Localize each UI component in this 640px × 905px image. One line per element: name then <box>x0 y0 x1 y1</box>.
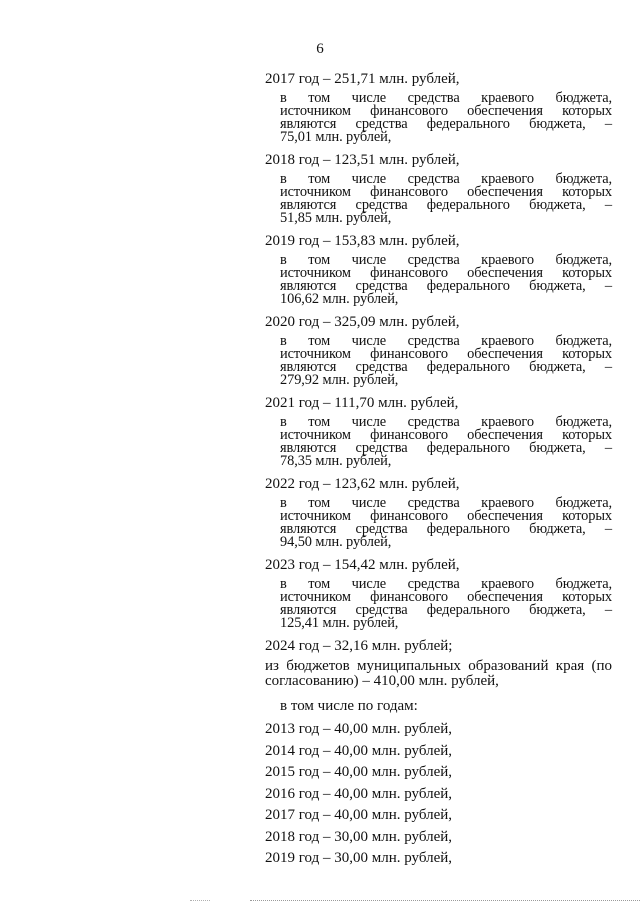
federal-note <box>280 497 612 549</box>
year-total-line: 2019 год – 153,83 млн. рублей, <box>265 233 460 249</box>
federal-note <box>280 335 612 387</box>
federal-amount: 279,92 млн. рублей, <box>280 372 399 388</box>
year-total-line-2024: 2024 год – 32,16 млн. рублей; <box>265 638 453 654</box>
year-block-2020 <box>265 313 612 387</box>
year-block-2023 <box>265 556 612 630</box>
federal-note <box>280 173 612 225</box>
federal-amount: 51,85 млн. рублей, <box>280 210 392 226</box>
municipal-year-line: 2018 год – 30,00 млн. рублей, <box>265 828 453 845</box>
municipal-budgets-paragraph <box>265 659 612 689</box>
note-line: источником финансового обеспечения которых <box>280 427 612 443</box>
note-line: источником финансового обеспечения которых <box>280 265 612 281</box>
note-line: в том числе средства краевого бюджета, <box>280 414 612 430</box>
federal-amount: 75,01 млн. рублей, <box>280 129 392 145</box>
municipal-year-line: 2016 год – 40,00 млн. рублей, <box>265 785 453 802</box>
note-line: источником финансового обеспечения которых <box>280 346 612 362</box>
note-line: являются средства федерального бюджета, – <box>280 278 612 294</box>
note-line: источником финансового обеспечения которых <box>280 184 612 200</box>
year-total-line: 2023 год – 154,42 млн. рублей, <box>265 557 460 573</box>
federal-note <box>280 578 612 630</box>
year-block-2019 <box>265 232 612 306</box>
federal-amount: 106,62 млн. рублей, <box>280 291 399 307</box>
document-body <box>265 70 612 871</box>
note-line: источником финансового обеспечения которых <box>280 508 612 524</box>
federal-note <box>280 92 612 144</box>
page-number: 6 <box>316 41 324 57</box>
note-line: в том числе средства краевого бюджета, <box>280 576 612 592</box>
year-total-line: 2017 год – 251,71 млн. рублей, <box>265 71 460 87</box>
note-line: в том числе средства краевого бюджета, <box>280 90 612 106</box>
federal-amount: 78,35 млн. рублей, <box>280 453 392 469</box>
scan-edge-line <box>250 900 640 901</box>
note-line: являются средства федерального бюджета, – <box>280 521 612 537</box>
municipal-year-line: 2015 год – 40,00 млн. рублей, <box>265 764 453 780</box>
note-line: источником финансового обеспечения которых <box>280 589 612 605</box>
year-total-line: 2018 год – 123,51 млн. рублей, <box>265 152 460 168</box>
year-total-line: 2021 год – 111,70 млн. рублей, <box>265 395 459 411</box>
municipal-year-list <box>265 720 612 867</box>
note-line: в том числе средства краевого бюджета, <box>280 252 612 268</box>
federal-amount: 94,50 млн. рублей, <box>280 534 392 550</box>
note-line: в том числе средства краевого бюджета, <box>280 171 612 187</box>
year-block-2021 <box>265 394 612 468</box>
note-line: являются средства федерального бюджета, – <box>280 602 612 618</box>
year-total-line: 2020 год – 325,09 млн. рублей, <box>265 314 460 330</box>
scan-edge-mark <box>190 900 210 901</box>
municipal-year-line: 2017 год – 40,00 млн. рублей, <box>265 807 453 823</box>
year-block-2018 <box>265 151 612 225</box>
note-line: являются средства федерального бюджета, – <box>280 440 612 456</box>
federal-amount: 125,41 млн. рублей, <box>280 615 399 631</box>
note-line: в том числе средства краевого бюджета, <box>280 333 612 349</box>
municipal-year-line: 2013 год – 40,00 млн. рублей, <box>265 721 453 737</box>
municipal-line: из бюджетов муниципальных образований края (по <box>265 658 612 674</box>
year-total-line: 2022 год – 123,62 млн. рублей, <box>265 476 460 492</box>
municipal-year-line: 2014 год – 40,00 млн. рублей, <box>265 742 453 759</box>
year-block-2017 <box>265 70 612 144</box>
year-block-2022 <box>265 475 612 549</box>
note-line: являются средства федерального бюджета, – <box>280 359 612 375</box>
note-line: являются средства федерального бюджета, – <box>280 116 612 132</box>
note-line: источником финансового обеспечения которых <box>280 103 612 119</box>
note-line: в том числе средства краевого бюджета, <box>280 495 612 511</box>
note-line: являются средства федерального бюджета, – <box>280 197 612 213</box>
federal-note <box>280 254 612 306</box>
municipal-line: согласованию) – 410,00 млн. рублей, <box>265 673 499 689</box>
federal-note <box>280 416 612 468</box>
municipal-year-line: 2019 год – 30,00 млн. рублей, <box>265 850 453 866</box>
by-years-heading: в том числе по годам: <box>280 698 418 714</box>
